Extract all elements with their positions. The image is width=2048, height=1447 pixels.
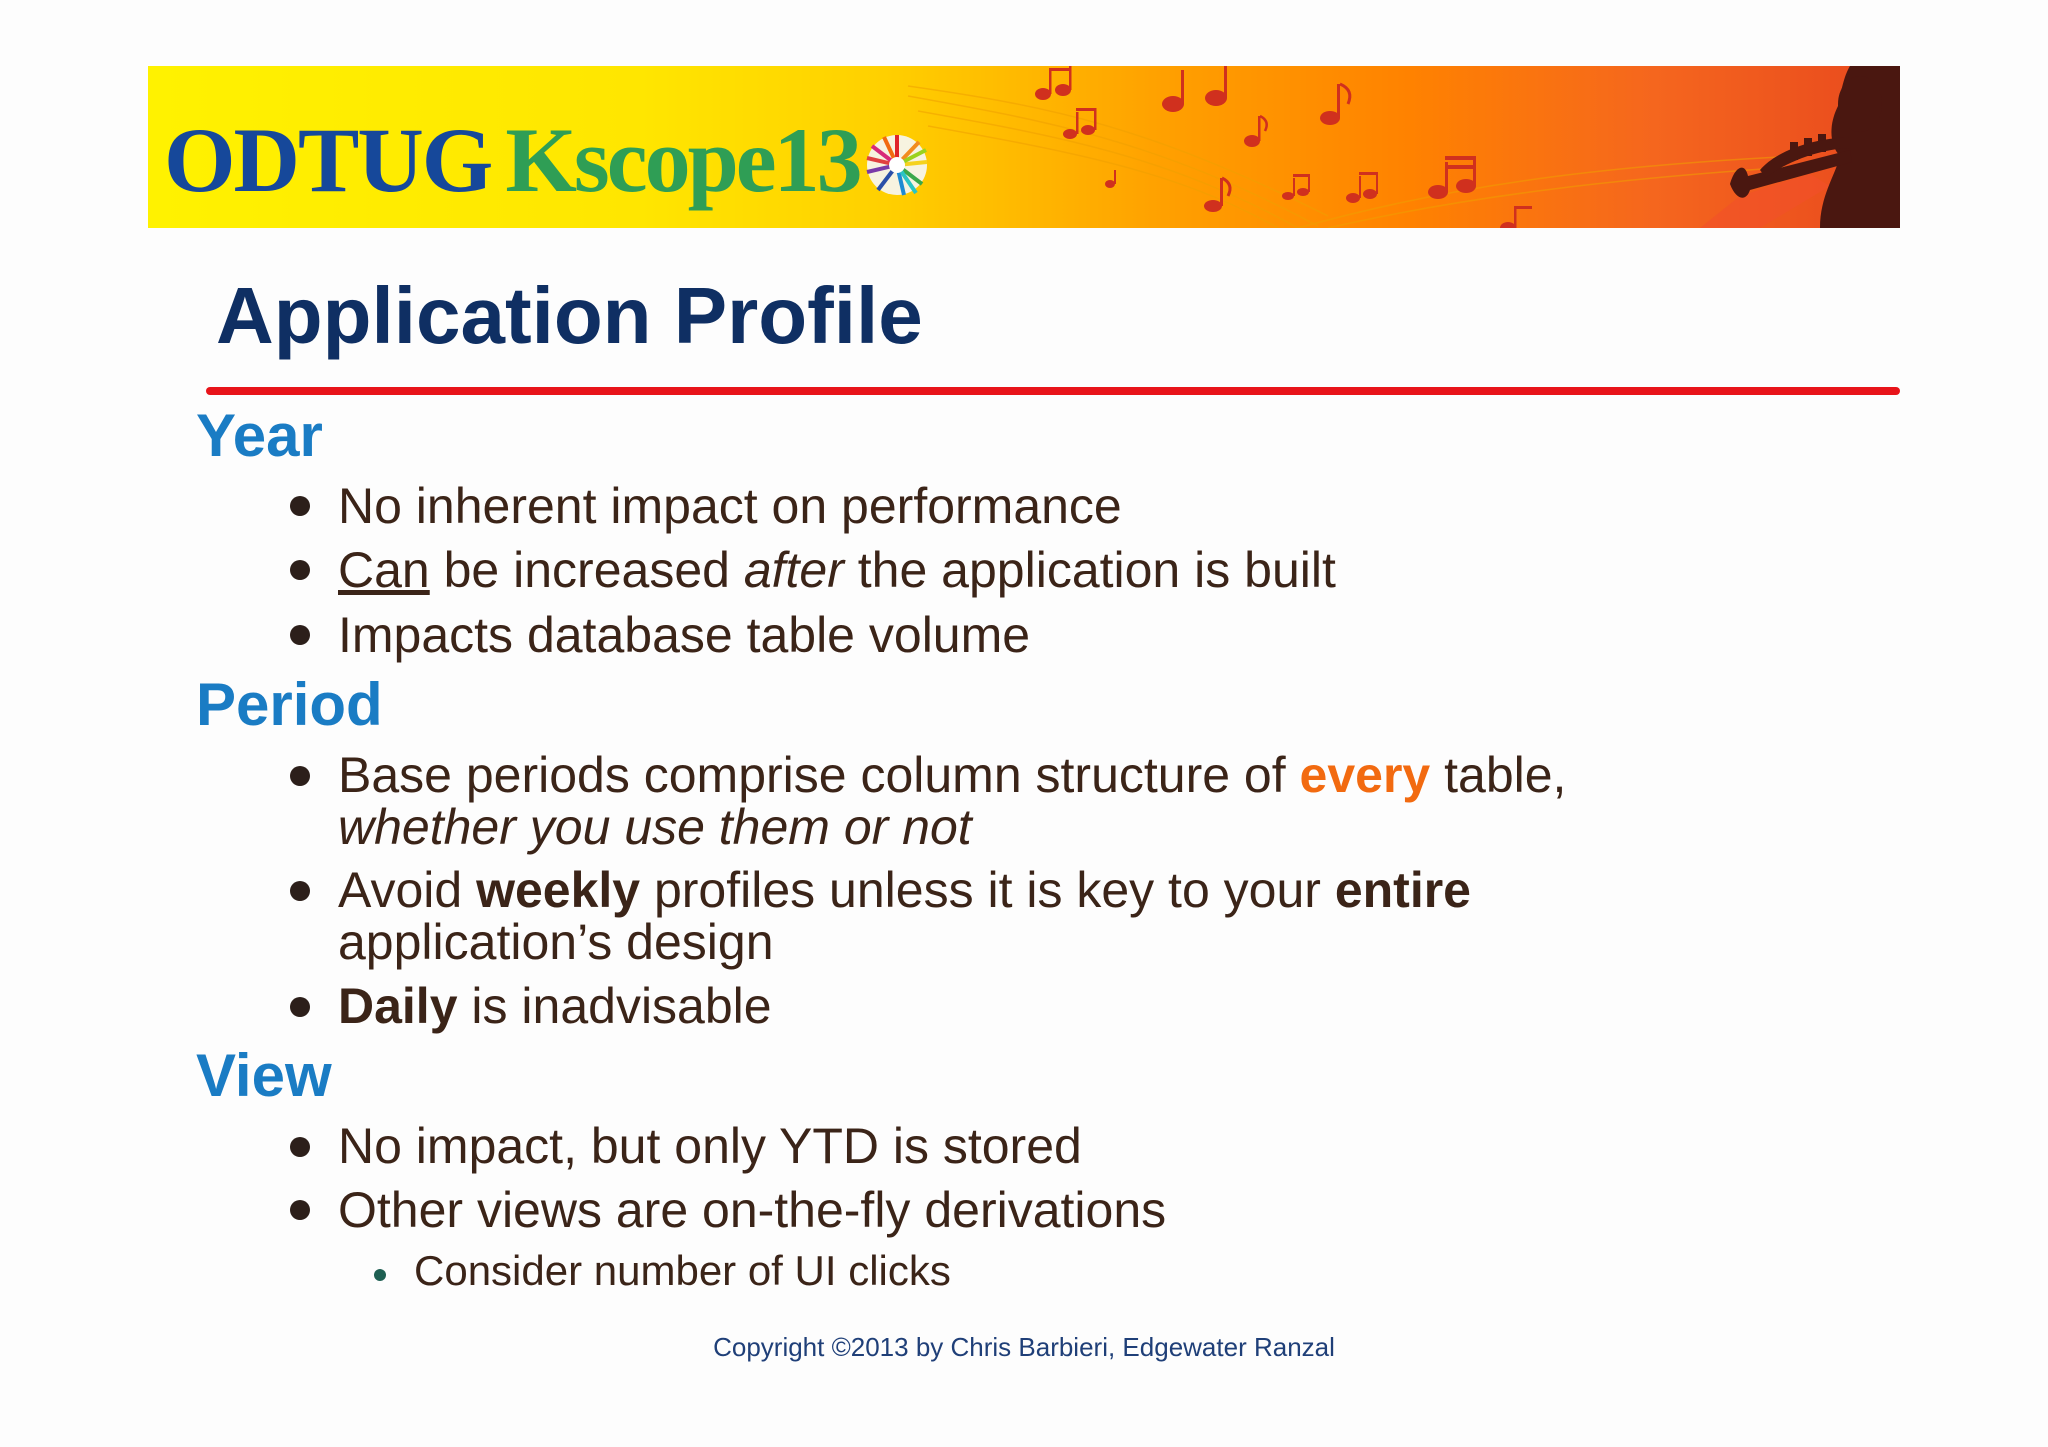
- section-heading-view: View: [196, 1042, 332, 1109]
- bullet-year-performance: No inherent impact on performance: [338, 478, 1122, 534]
- text-weekly: weekly: [476, 862, 641, 918]
- conference-logo: [164, 96, 930, 211]
- logo-kscope: Kscope13: [505, 109, 860, 211]
- bullet-dot: [290, 496, 310, 516]
- bullet-period-structure: [338, 749, 1566, 801]
- page-title: Application Profile: [216, 271, 923, 360]
- bullet-dot: [290, 1137, 310, 1157]
- bullet-dot: [290, 881, 310, 901]
- bullet-period-weekly-line2: application’s design: [338, 914, 774, 970]
- sub-bullet-dot: [374, 1269, 386, 1281]
- bullet-view-derivations: Other views are on-the-fly derivations: [338, 1182, 1167, 1238]
- text-avoid: Avoid: [338, 862, 477, 918]
- bullet-dot: [290, 1200, 310, 1220]
- bullet-dot: [290, 625, 310, 645]
- text-base-periods: Base periods comprise column structure of: [338, 747, 1300, 803]
- bullet-dot: [290, 997, 310, 1017]
- bullet-period-weekly: [338, 864, 1471, 916]
- bullet-dot: [290, 766, 310, 786]
- bullet-year-volume: Impacts database table volume: [338, 607, 1031, 663]
- text-every: every: [1299, 747, 1431, 803]
- text-daily: Daily: [338, 978, 458, 1034]
- bullet-year-increase: [338, 544, 1336, 596]
- text-profiles-unless: profiles unless it is key to your: [640, 862, 1335, 918]
- copyright-footer: Copyright ©2013 by Chris Barbieri, Edgewater Ranzal: [713, 1332, 1335, 1362]
- bullet-dot: [290, 560, 310, 580]
- text-application-built: the application is built: [843, 542, 1336, 598]
- text-be-increased: be increased: [429, 542, 744, 598]
- text-inadvisable: is inadvisable: [457, 978, 772, 1034]
- logo-odtug: ODTUG: [164, 109, 492, 211]
- trumpet-player-icon: [1700, 66, 1900, 228]
- text-entire: entire: [1334, 862, 1471, 918]
- bullet-view-ytd: No impact, but only YTD is stored: [338, 1118, 1082, 1174]
- text-table: table,: [1430, 747, 1567, 803]
- sub-bullet-ui-clicks: Consider number of UI clicks: [414, 1247, 951, 1294]
- text-can: Can: [338, 542, 430, 598]
- sunburst-icon: [864, 132, 930, 198]
- bullet-period-structure-line2: whether you use them or not: [338, 799, 972, 855]
- text-after: after: [743, 542, 844, 598]
- bullet-period-daily: [338, 980, 772, 1032]
- section-heading-year: Year: [196, 402, 323, 469]
- section-heading-period: Period: [196, 671, 383, 738]
- title-divider: [206, 387, 1900, 395]
- conference-banner: [148, 66, 1900, 228]
